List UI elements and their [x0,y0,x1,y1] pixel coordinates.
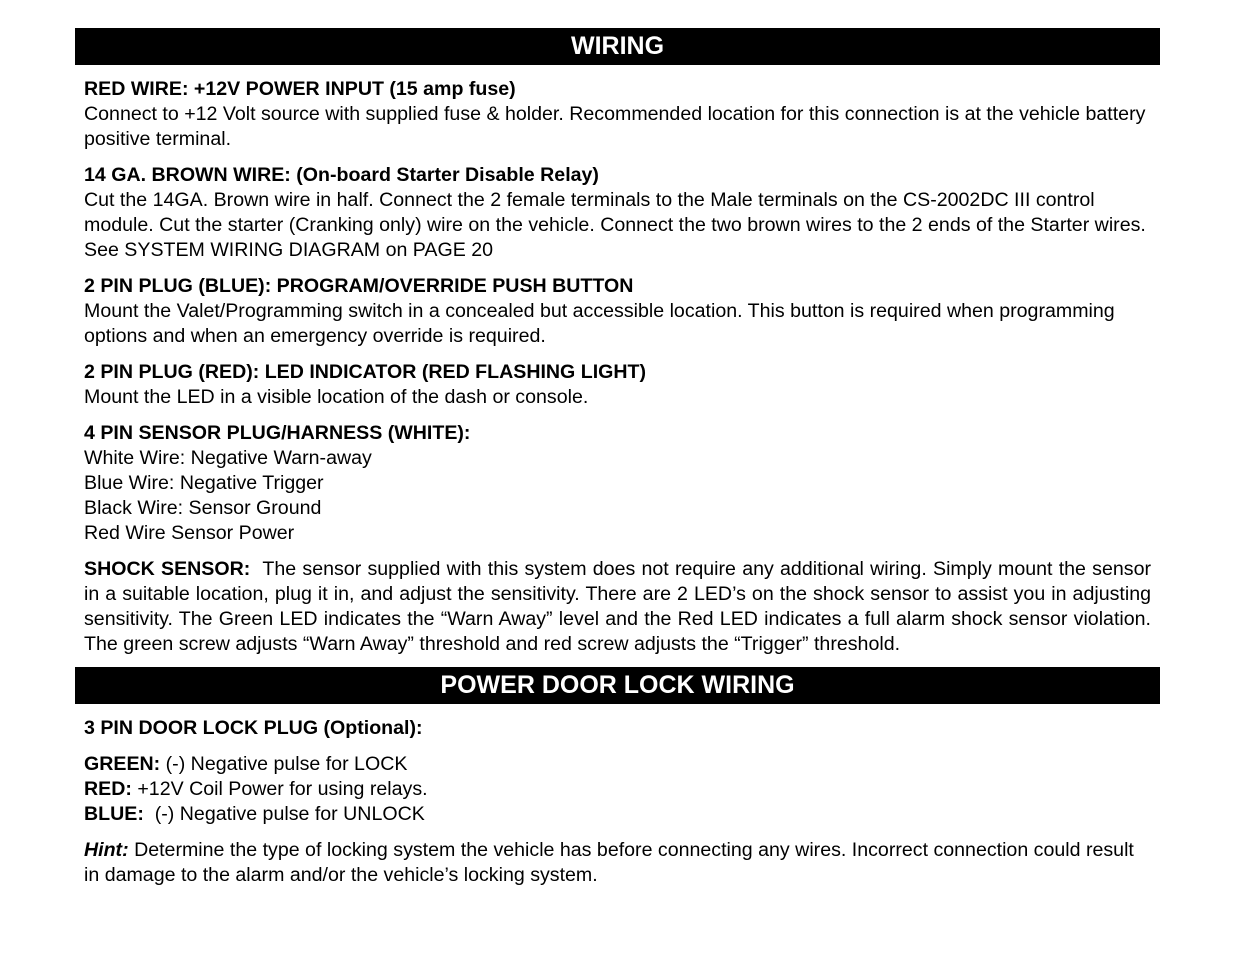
sensor-wire-line: Red Wire Sensor Power [84,522,295,544]
red-wire-text: Connect to +12 Volt source with supplied fuse & holder. Recommended location for this connection is at the vehicle battery positive terminal. [84,103,1146,150]
hint-block [84,838,1151,888]
blue-plug-block [84,274,1151,349]
sensor-wire-line: Black Wire: Sensor Ground [84,497,322,519]
door-lock-plug-heading: 3 PIN DOOR LOCK PLUG (Optional): [84,717,423,739]
sensor-wire-line: White Wire: Negative Warn-away [84,447,372,469]
wire-color-label: RED: [84,778,132,800]
red-plug-block [84,360,1151,410]
hint-label: Hint: [84,839,129,861]
shock-sensor-label: SHOCK SENSOR: [84,558,251,580]
manual-page [75,28,1160,888]
brown-wire-text: Cut the 14GA. Brown wire in half. Connect the 2 female terminals to the Male terminals on the CS-2002DC III control module. Cut the starter (Cranking only) wire on the vehicle. Connect the two brown wires to the 2 ends of the Starter wires. See SYSTEM WIRING DIAGRAM on PAGE 20 [84,189,1146,261]
door-lock-wires-block [84,752,1151,827]
door-lock-wire-line [84,752,1151,777]
blue-plug-text: Mount the Valet/Programming switch in a concealed but accessible location. This button is required when programming options and when an emergency override is required. [84,300,1115,347]
wire-description: (-) Negative pulse for UNLOCK [143,803,425,825]
shock-sensor-text: The sensor supplied with this system does not require any additional wiring. Simply mount the sensor in a suitable location, plug it in, and adjust the sensitivity. There are 2 LED’s on the shock sensor to assist you in adjusting sensitivity. The Green LED indicates the “Warn Away” level and the Red LED indicates a full alarm shock sensor violation. The green screw adjusts “Warn Away” threshold and red screw adjusts the “Trigger” threshold. [84,558,1151,655]
wire-description: +12V Coil Power for using relays. [131,778,428,800]
wiring-title: WIRING [570,32,665,60]
red-wire-heading: RED WIRE: +12V POWER INPUT (15 amp fuse) [84,78,516,100]
sensor-wire-line: Blue Wire: Negative Trigger [84,472,324,494]
wiring-section [75,77,1160,657]
blue-plug-heading: 2 PIN PLUG (BLUE): PROGRAM/OVERRIDE PUSH BUTTON [84,275,634,297]
red-plug-heading: 2 PIN PLUG (RED): LED INDICATOR (RED FLASHING LIGHT) [84,361,647,383]
door-lock-banner [75,667,1160,704]
red-wire-block [84,77,1151,152]
brown-wire-block [84,163,1151,263]
door-lock-section [75,716,1160,888]
sensor-plug-block [84,421,1151,546]
door-lock-wire-line [84,777,1151,802]
hint-text: Determine the type of locking system the vehicle has before connecting any wires. Incorrect connection could result in damage to the alarm and/or the vehicle’s locking system. [84,839,1134,886]
door-lock-title: POWER DOOR LOCK WIRING [440,671,795,699]
wire-color-label: BLUE: [84,803,144,825]
brown-wire-heading: 14 GA. BROWN WIRE: (On-board Starter Disable Relay) [84,164,599,186]
door-lock-plug-block [84,716,1151,741]
wire-color-label: GREEN: [84,753,161,775]
wiring-banner [75,28,1160,65]
wire-description: (-) Negative pulse for LOCK [160,753,408,775]
shock-sensor-block [84,557,1151,657]
door-lock-wire-line [84,802,1151,827]
red-plug-text: Mount the LED in a visible location of the dash or console. [84,386,589,408]
sensor-plug-heading: 4 PIN SENSOR PLUG/HARNESS (WHITE): [84,422,471,444]
